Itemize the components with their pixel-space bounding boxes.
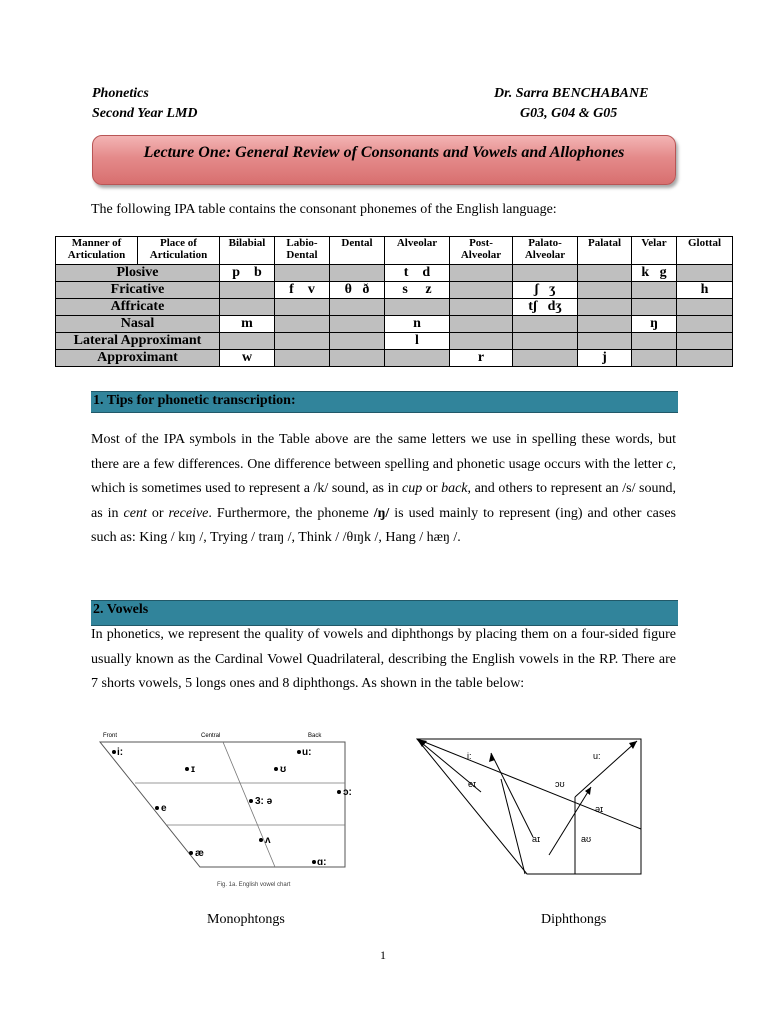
table-cell: h xyxy=(677,282,733,299)
table-cell xyxy=(385,350,450,367)
manner-cell: Plosive xyxy=(56,265,220,282)
table-cell xyxy=(330,316,385,333)
section-heading-tips xyxy=(91,391,678,413)
table-cell xyxy=(677,316,733,333)
diphthong-chart xyxy=(415,737,645,877)
table-cell xyxy=(275,299,330,316)
header-place: Place of Articulation xyxy=(138,237,220,265)
table-cell xyxy=(632,299,677,316)
monophthongs-caption: Monophtongs xyxy=(207,912,285,927)
diphthong-label: aʊ xyxy=(581,834,592,844)
table-cell: k g xyxy=(632,265,677,282)
table-cell xyxy=(450,333,513,350)
table-cell xyxy=(330,350,385,367)
table-cell xyxy=(632,350,677,367)
table-cell xyxy=(632,333,677,350)
table-cell xyxy=(385,299,450,316)
vowels-paragraph: In phonetics, we represent the quality of vowels and diphthongs by placing them on a four-sided figure usually known as the Cardinal Vowel Quadrilateral, describing the English vowels in the RP. There are 7 shorts vowels, 5 longs ones and 8 diphthongs. As shown in the table below: xyxy=(91,627,676,691)
vowel-label: u: xyxy=(302,747,312,758)
arrow-heads xyxy=(417,739,637,795)
table-cell xyxy=(450,299,513,316)
vowel-dots xyxy=(112,750,341,864)
table-cell xyxy=(513,333,578,350)
manner-cell: Fricative xyxy=(56,282,220,299)
diphthong-line xyxy=(501,779,525,874)
table-cell xyxy=(220,299,275,316)
diphthong-line xyxy=(549,787,591,855)
header-alveolar: Alveolar xyxy=(385,237,450,265)
diphthong-line xyxy=(417,739,641,829)
diphthong-label: eɪ xyxy=(468,779,477,789)
table-cell xyxy=(220,282,275,299)
text-run-italic: cup xyxy=(402,481,423,496)
ipa-consonant-table xyxy=(55,236,733,367)
table-cell xyxy=(330,333,385,350)
lecture-title-banner xyxy=(92,135,676,185)
header-manner: Manner of Articulation xyxy=(56,237,138,265)
page-number: 1 xyxy=(380,948,386,962)
table-row xyxy=(56,350,733,367)
text-run: Most of the IPA symbols in the Table above are the same letters we use in spelling these words, but there are a few differences. One difference between spelling and phonetic usage occurs with the letter xyxy=(91,432,676,472)
header-labio-dental: Labio-Dental xyxy=(275,237,330,265)
table-cell xyxy=(450,316,513,333)
central-label: Central xyxy=(201,733,221,739)
diphthongs-caption: Diphthongs xyxy=(541,912,607,927)
table-cell: ŋ xyxy=(632,316,677,333)
manner-cell: Nasal xyxy=(56,316,220,333)
vowel-label: i: xyxy=(117,747,124,758)
text-run: is used mainly to represent (ing) and other cases such as: King / kɪŋ /, Trying / traɪŋ /, Think / /θɪŋk /, Hang / hæŋ /. xyxy=(91,505,676,545)
vowel-label: ʊ xyxy=(280,764,287,775)
tips-paragraph xyxy=(91,428,676,551)
header-glottal: Glottal xyxy=(677,237,733,265)
quadrilateral xyxy=(100,742,345,867)
table-cell: j xyxy=(578,350,632,367)
text-run-italic: receive xyxy=(168,505,209,521)
table-cell xyxy=(677,299,733,316)
text-run: or xyxy=(146,505,169,521)
text-run-italic: back xyxy=(441,481,468,496)
text-run: . Furthermore, the phoneme xyxy=(208,505,374,521)
course-name: Phonetics xyxy=(92,86,149,101)
table-row xyxy=(56,316,733,333)
header-post-alveolar: Post-Alveolar xyxy=(450,237,513,265)
table-cell xyxy=(578,265,632,282)
table-cell: θ ð xyxy=(330,282,385,299)
manner-cell: Affricate xyxy=(56,299,220,316)
course-year: Second Year LMD xyxy=(92,106,198,121)
vowel-label: ʌ xyxy=(265,835,271,846)
table-cell xyxy=(677,265,733,282)
vowel-label: ɪ xyxy=(191,764,196,775)
vowel-label: 3: ə xyxy=(255,796,273,807)
text-run-italic: c xyxy=(666,456,673,472)
vowel-label: ɔ: xyxy=(343,787,352,798)
table-cell xyxy=(578,282,632,299)
table-cell: t d xyxy=(385,265,450,282)
table-cell xyxy=(513,316,578,333)
vowel-label: æ xyxy=(195,848,204,859)
table-cell xyxy=(330,299,385,316)
vowel-label: e xyxy=(161,803,167,814)
text-run-bold: /ŋ/ xyxy=(373,505,390,521)
manner-cell: Lateral Approximant xyxy=(56,333,220,350)
header-palato-alveolar: Palato-Alveolar xyxy=(513,237,578,265)
table-header-row xyxy=(56,237,733,265)
chart-caption: Fig. 1a. English vowel chart xyxy=(217,882,291,888)
table-cell: tʃ dʒ xyxy=(513,299,578,316)
text-run-italic: cent xyxy=(123,505,147,521)
front-label: Front xyxy=(103,733,118,739)
table-cell xyxy=(578,333,632,350)
table-cell xyxy=(275,350,330,367)
table-cell xyxy=(220,333,275,350)
table-cell: f v xyxy=(275,282,330,299)
table-cell: n xyxy=(385,316,450,333)
table-row xyxy=(56,299,733,316)
table-row xyxy=(56,333,733,350)
table-cell: w xyxy=(220,350,275,367)
header-dental: Dental xyxy=(330,237,385,265)
table-cell: r xyxy=(450,350,513,367)
diphthong-label: aɪ xyxy=(532,834,541,844)
intro-text: The following IPA table contains the consonant phonemes of the English language: xyxy=(91,202,557,217)
table-cell xyxy=(275,265,330,282)
table-cell xyxy=(578,316,632,333)
table-cell xyxy=(677,350,733,367)
section-title: 2. Vowels xyxy=(93,602,149,617)
table-cell xyxy=(275,333,330,350)
diphthong-label: ɔʊ xyxy=(555,779,565,789)
diphthong-labels xyxy=(467,751,603,844)
teacher-name: Dr. Sarra BENCHABANE xyxy=(494,86,649,101)
diphthong-label: əɪ xyxy=(595,804,604,814)
table-cell: l xyxy=(385,333,450,350)
table-row xyxy=(56,282,733,299)
table-cell: p b xyxy=(220,265,275,282)
vowel-label: ɑ: xyxy=(317,857,327,868)
table-cell xyxy=(513,350,578,367)
table-cell xyxy=(450,265,513,282)
table-cell xyxy=(578,299,632,316)
table-cell xyxy=(632,282,677,299)
table-cell xyxy=(450,282,513,299)
back-label: Back xyxy=(308,733,322,739)
header-palatal: Palatal xyxy=(578,237,632,265)
diphthong-line xyxy=(575,741,637,797)
diphthong-label: u: xyxy=(593,751,601,761)
table-cell xyxy=(330,265,385,282)
diphthong-label: i: xyxy=(467,751,472,761)
table-cell: m xyxy=(220,316,275,333)
manner-cell: Approximant xyxy=(56,350,220,367)
text-run: , which is sometimes used to represent a /k/ sound, as in xyxy=(91,456,676,496)
table-cell xyxy=(275,316,330,333)
table-cell: ʃ ʒ xyxy=(513,282,578,299)
table-cell: s z xyxy=(385,282,450,299)
lecture-title: Lecture One: General Review of Consonants and Vowels and Allophones xyxy=(143,144,625,161)
table-cell xyxy=(677,333,733,350)
header-bilabial: Bilabial xyxy=(220,237,275,265)
text-run: , and others to represent an /s/ sound, as in xyxy=(91,481,676,521)
text-run: or xyxy=(422,481,442,496)
table-row xyxy=(56,265,733,282)
quadrilateral xyxy=(417,739,641,874)
monophthong-chart xyxy=(95,728,355,893)
groups: G03, G04 & G05 xyxy=(520,106,618,121)
section-title: 1. Tips for phonetic transcription: xyxy=(93,393,296,408)
header-velar: Velar xyxy=(632,237,677,265)
table-cell xyxy=(513,265,578,282)
